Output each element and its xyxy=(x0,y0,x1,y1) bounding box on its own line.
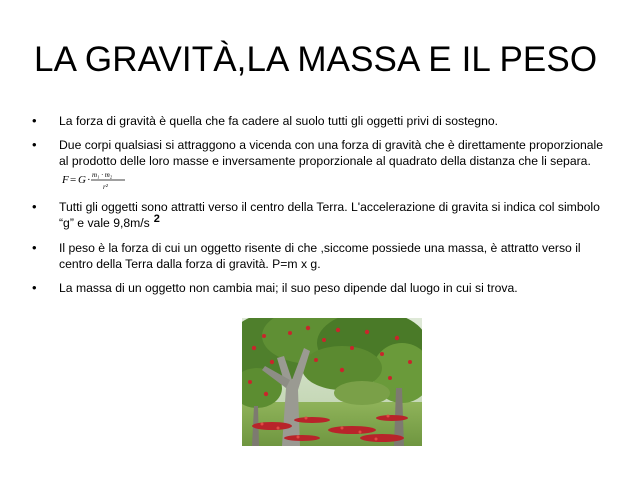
bullet-marker: • xyxy=(32,137,37,152)
bullet-text: Due corpi qualsiasi si attraggono a vicenda con una forza di gravità che è direttamente proporzionale al prodotto delle loro masse e inversamente proporzionale al quadrato della distanza che li separa. xyxy=(59,138,604,168)
formula-dot: · xyxy=(87,174,91,186)
exponent-superscript: 2 xyxy=(153,213,160,225)
bullet-marker: • xyxy=(32,199,37,214)
bullet-item xyxy=(32,137,612,191)
gravitation-formula xyxy=(61,169,129,191)
bullet-text: La massa di un oggetto non cambia mai; il suo peso dipende dal luogo in cui si trova. xyxy=(59,281,518,295)
formula-numerator: m₁ · m₂ xyxy=(92,171,113,179)
formula-constant: G xyxy=(78,174,86,186)
bullet-item xyxy=(32,113,612,129)
formula-denominator: r² xyxy=(103,183,108,191)
bullet-marker: • xyxy=(32,240,37,255)
bullet-marker: • xyxy=(32,113,37,128)
bullet-item xyxy=(32,199,612,232)
bullet-text: Tutti gli oggetti sono attratti verso il centro della Terra. L'accelerazione di gravita si indica col simbolo “g” e vale 9,8m/s xyxy=(59,200,600,230)
bullet-item xyxy=(32,240,612,272)
bullet-item xyxy=(32,280,612,296)
formula-equals: = xyxy=(70,174,77,186)
formula-lhs: F xyxy=(62,174,69,186)
bullet-text: La forza di gravità è quella che fa cadere al suolo tutti gli oggetti privi di sostegno. xyxy=(59,114,499,128)
apple-tree-image xyxy=(242,318,422,446)
slide-title: LA GRAVITÀ,LA MASSA E IL PESO xyxy=(34,40,598,79)
bullet-text: Il peso è la forza di cui un oggetto risente di che ,siccome possiede una massa, è attratto verso il centro della Terra dalla forza di gravità. P=m x g. xyxy=(59,241,581,271)
bullet-marker: • xyxy=(32,280,37,295)
bullet-list xyxy=(32,113,612,304)
